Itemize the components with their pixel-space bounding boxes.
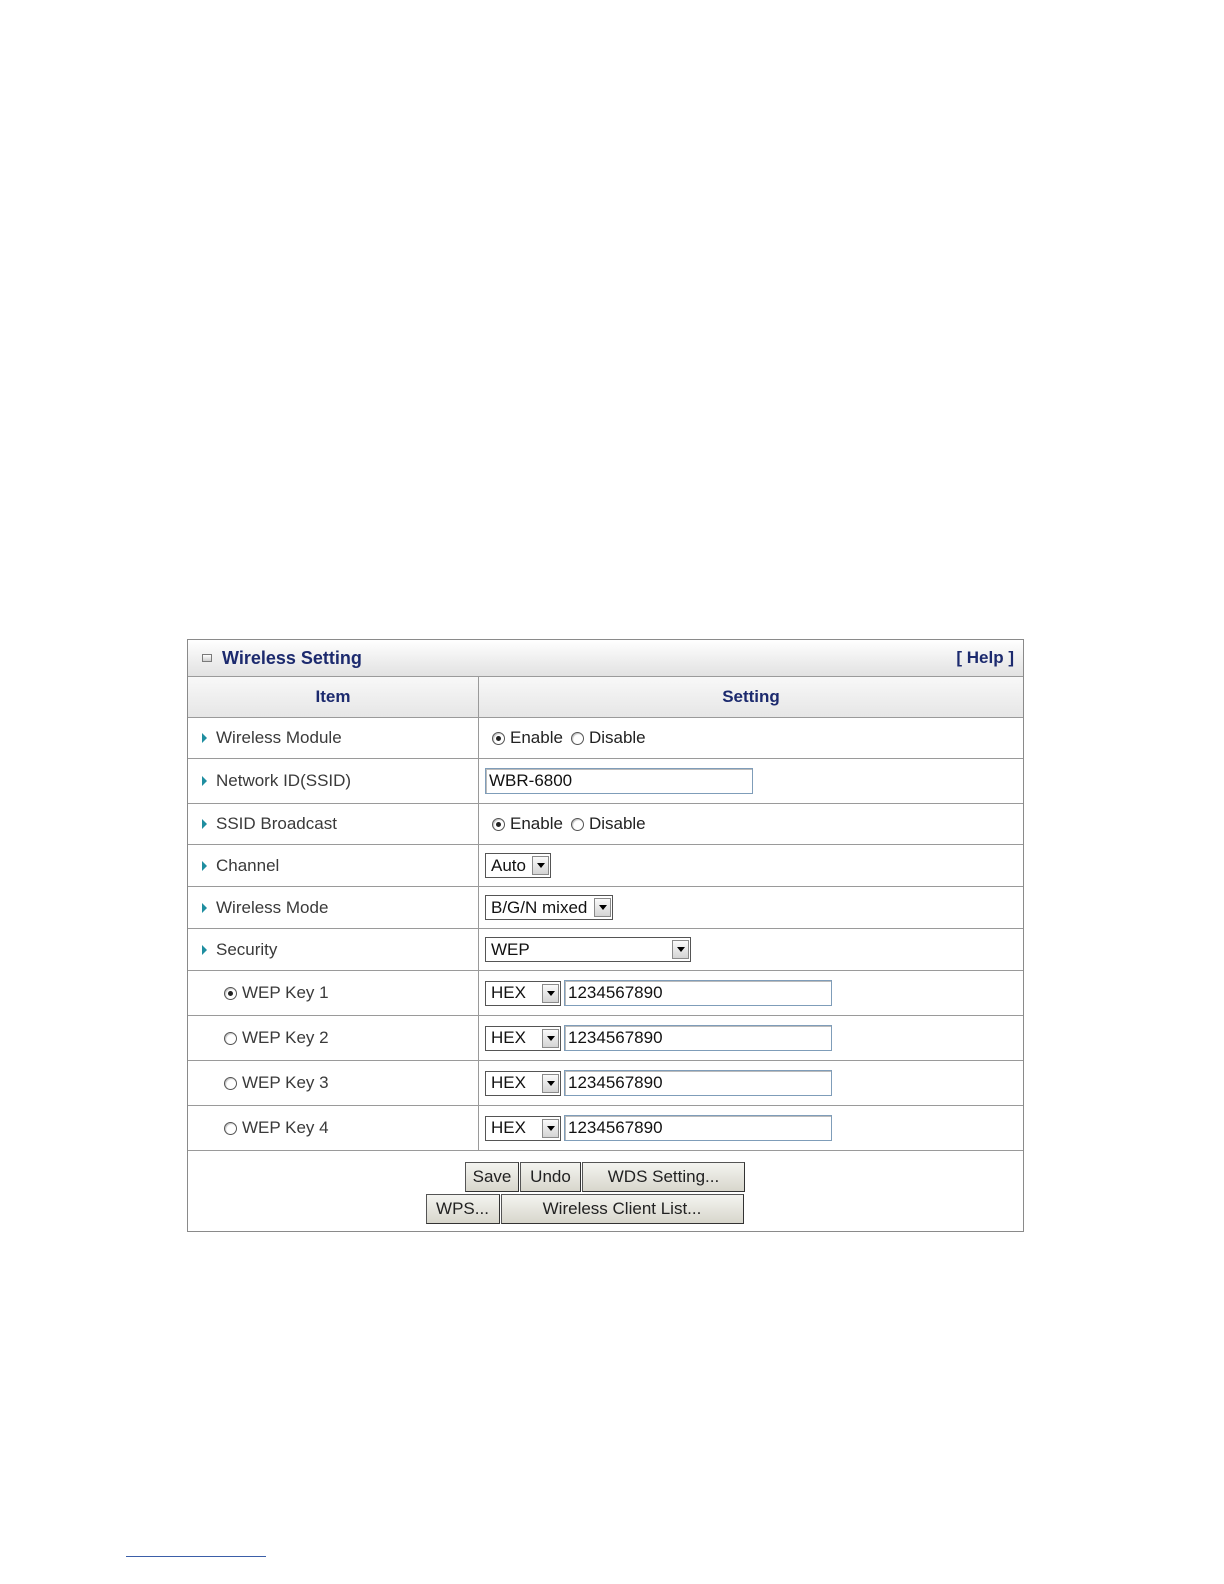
- ssid-label: Network ID(SSID): [216, 771, 352, 790]
- chevron-down-icon[interactable]: [542, 1029, 559, 1048]
- ssid-input[interactable]: WBR-6800: [485, 768, 753, 794]
- arrow-right-icon: [202, 776, 207, 786]
- panel-title: Wireless Setting: [222, 647, 362, 668]
- wep-key-3-label: WEP Key 3: [242, 1073, 329, 1092]
- table-row: [188, 804, 1023, 845]
- wep-key-1-label: WEP Key 1: [242, 983, 329, 1002]
- header-item: Item: [188, 677, 479, 717]
- wep-key-2-format-select[interactable]: [485, 1026, 561, 1051]
- undo-button[interactable]: Undo: [520, 1162, 581, 1192]
- ssid-broadcast-disable-radio[interactable]: [571, 818, 584, 831]
- arrow-right-icon: [202, 945, 207, 955]
- ssid-broadcast-enable-radio[interactable]: [492, 818, 505, 831]
- window-icon: [202, 654, 212, 662]
- channel-select-value: Auto: [491, 855, 526, 875]
- header-setting: Setting: [722, 687, 780, 706]
- wireless-mode-select-value: B/G/N mixed: [491, 897, 588, 917]
- chevron-down-icon[interactable]: [542, 1074, 559, 1093]
- wep-key-1-input[interactable]: 1234567890: [564, 980, 832, 1006]
- table-row: [188, 1016, 1023, 1061]
- panel-title-bar: [188, 640, 1023, 677]
- chevron-down-icon[interactable]: [532, 856, 549, 875]
- table-row: [188, 1106, 1023, 1151]
- wireless-module-enable-label: Enable: [510, 728, 563, 747]
- ssid-broadcast-enable-label: Enable: [510, 814, 563, 833]
- wireless-setting-panel: [187, 639, 1024, 1232]
- wep-key-3-radio[interactable]: [224, 1077, 237, 1090]
- table-row: [188, 718, 1023, 759]
- wireless-module-disable-label: Disable: [588, 728, 646, 747]
- wep-key-4-label: WEP Key 4: [242, 1118, 329, 1137]
- save-button[interactable]: Save: [465, 1162, 519, 1192]
- table-row: [188, 1061, 1023, 1106]
- security-label: Security: [216, 939, 278, 959]
- button-area: [188, 1151, 1023, 1226]
- chevron-down-icon[interactable]: [672, 940, 689, 959]
- ssid-broadcast-disable-label: Disable: [588, 814, 646, 833]
- wep-key-1-format-select[interactable]: [485, 981, 561, 1006]
- table-row: [188, 929, 1023, 971]
- chevron-down-icon[interactable]: [542, 1119, 559, 1138]
- help-link[interactable]: [ Help ]: [956, 648, 1014, 667]
- channel-select[interactable]: [485, 853, 551, 878]
- chevron-down-icon[interactable]: [594, 898, 611, 917]
- table-header: [188, 677, 1023, 718]
- chevron-down-icon[interactable]: [542, 984, 559, 1003]
- wep-key-4-input[interactable]: 1234567890: [564, 1115, 832, 1141]
- wep-key-3-input[interactable]: 1234567890: [564, 1070, 832, 1096]
- wireless-mode-select[interactable]: [485, 895, 613, 920]
- table-row: [188, 887, 1023, 929]
- footer-divider: [126, 1556, 266, 1557]
- wep-key-1-format-value: HEX: [491, 983, 526, 1002]
- arrow-right-icon: [202, 861, 207, 871]
- security-select-value: WEP: [491, 939, 530, 959]
- wireless-client-list-button[interactable]: Wireless Client List...: [501, 1194, 744, 1224]
- wep-key-4-format-select[interactable]: [485, 1116, 561, 1141]
- arrow-right-icon: [202, 819, 207, 829]
- wep-key-2-label: WEP Key 2: [242, 1028, 329, 1047]
- wep-key-4-format-value: HEX: [491, 1118, 526, 1137]
- wep-key-3-format-select[interactable]: [485, 1071, 561, 1096]
- table-row: [188, 971, 1023, 1016]
- wep-key-2-format-value: HEX: [491, 1028, 526, 1047]
- wireless-module-label: Wireless Module: [216, 728, 342, 747]
- table-row: [188, 759, 1023, 804]
- arrow-right-icon: [202, 903, 207, 913]
- wireless-module-disable-radio[interactable]: [571, 732, 584, 745]
- wps-button[interactable]: WPS...: [426, 1194, 500, 1224]
- wireless-mode-label: Wireless Mode: [216, 897, 329, 917]
- arrow-right-icon: [202, 733, 207, 743]
- ssid-broadcast-label: SSID Broadcast: [216, 814, 337, 833]
- wep-key-4-radio[interactable]: [224, 1122, 237, 1135]
- wep-key-1-radio[interactable]: [224, 987, 237, 1000]
- security-select[interactable]: [485, 937, 691, 962]
- channel-label: Channel: [216, 855, 280, 875]
- wds-setting-button[interactable]: WDS Setting...: [582, 1162, 745, 1192]
- table-row: [188, 845, 1023, 887]
- wep-key-3-format-value: HEX: [491, 1073, 526, 1092]
- wep-key-2-radio[interactable]: [224, 1032, 237, 1045]
- wep-key-2-input[interactable]: 1234567890: [564, 1025, 832, 1051]
- wireless-module-enable-radio[interactable]: [492, 732, 505, 745]
